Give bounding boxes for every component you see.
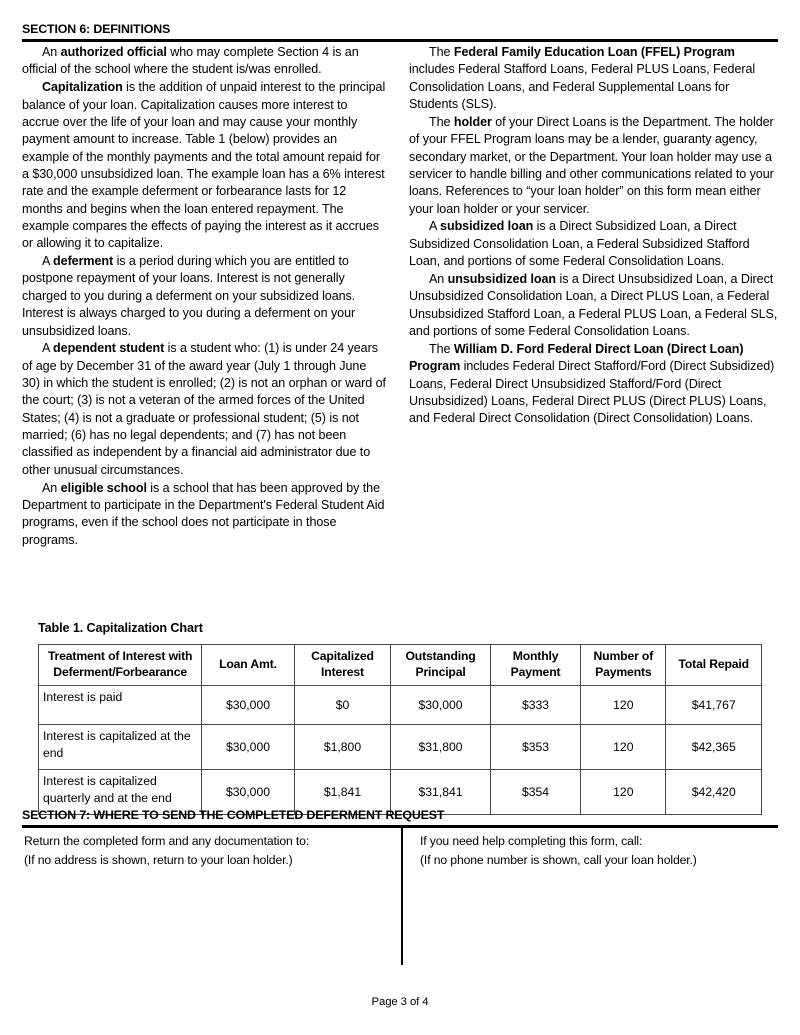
column-header-number-of-payments: Number of Payments xyxy=(581,645,666,686)
cell-capitalized-interest: $1,841 xyxy=(294,770,391,815)
definition-term: Capitalization xyxy=(42,80,123,95)
capitalization-chart-table xyxy=(38,644,762,815)
paragraph-lead: The xyxy=(429,45,454,59)
definition-term: Federal Family Education Loan (FFEL) Program xyxy=(453,45,735,59)
column-header-total-repaid: Total Repaid xyxy=(666,645,762,686)
paragraph-body: is a period during which you are entitled to postpone repayment of your loans. Interest is not generally charged to you during a deferment on your subsidized loans. Interest is always charged to you during a deferment on your unsubsidized loans. xyxy=(22,254,356,338)
send-to-note: (If no address is shown, return to your loan holder.) xyxy=(24,853,293,867)
definition-term: William D. Ford Federal Direct Loan (Direct Loan) Program xyxy=(409,341,744,374)
cell-monthly-payment: $353 xyxy=(490,725,580,770)
help-phone-block xyxy=(420,832,770,870)
paragraph-body: who may complete Section 4 is an official of the school where the student is/was enrolled. xyxy=(22,45,359,77)
paragraph-body: is a student who: (1) is under 24 years of age by December 31 of the award year (July 1 through June 30) in which the student is enrolled; (2) is not an orphan or ward of the court; (3) is not a veteran of the armed forces of the United States; (4) is not a graduate or professional student; (5) is not married; (6) has no legal dependents; and (7) has not been classified as independent by a financial aid administrator due to other unusual circumstances. xyxy=(22,341,386,477)
cell-outstanding-principal: $30,000 xyxy=(391,686,491,725)
section-6-rule xyxy=(22,39,778,42)
definition-term: authorized official xyxy=(60,45,167,59)
section-7-column-divider xyxy=(401,828,403,965)
paragraph-body: of your Direct Loans is the Department. The holder of your FFEL Program loans may be a lender, guaranty agency, secondary market, or the Department. Your loan holder may use a servicer to handle billing and other communications related to your loans. References to “your loan holder” on this form mean either your loan holder or your servicer. xyxy=(409,114,774,216)
page-footer: Page 3 of 4 xyxy=(371,996,429,1008)
definition-paragraph xyxy=(22,480,386,549)
cell-monthly-payment: $333 xyxy=(490,686,580,725)
definition-paragraph xyxy=(409,271,779,340)
definition-paragraph xyxy=(409,114,779,218)
definition-paragraph xyxy=(22,79,386,252)
cell-outstanding-principal: $31,800 xyxy=(391,725,491,770)
paragraph-lead: A xyxy=(429,219,441,234)
cell-number-of-payments: 120 xyxy=(581,770,666,815)
definition-term: subsidized loan xyxy=(440,219,534,234)
definition-term: holder xyxy=(453,114,492,129)
cell-number-of-payments: 120 xyxy=(581,725,666,770)
definition-paragraph xyxy=(409,44,779,113)
definition-paragraph xyxy=(409,218,779,270)
section-7-rule xyxy=(22,825,778,828)
cell-treatment: Interest is capitalized quarterly and at the end xyxy=(39,770,202,815)
section-6-heading: SECTION 6: DEFINITIONS xyxy=(22,22,171,36)
cell-number-of-payments: 120 xyxy=(581,686,666,725)
paragraph-lead: An xyxy=(42,45,61,59)
cell-monthly-payment: $354 xyxy=(490,770,580,815)
paragraph-lead: An xyxy=(429,271,448,286)
table-header-row xyxy=(39,645,762,686)
cell-total-repaid: $41,767 xyxy=(666,686,762,725)
definitions-right-column xyxy=(409,44,779,428)
cell-total-repaid: $42,365 xyxy=(666,725,762,770)
paragraph-body: is a school that has been approved by the Department to participate in the Department's Federal Student Aid programs, even if the school does not participate in those programs. xyxy=(22,480,385,547)
paragraph-body: is the addition of unpaid interest to the principal balance of your loan. Capitalization causes more interest to accrue over the life of your loan and may cause your monthly payment amount to increase. Table 1 (below) provides an example of the monthly payments and the total amount repaid for a $30,000 unsubsidized loan. The example loan has a 6% interest rate and the example deferment or forbearance lasts for 12 months and begins when the loan entered repayment. The example compares the effects of paying the interest as it accrues or allowing it to capitalize. xyxy=(22,80,386,251)
cell-capitalized-interest: $1,800 xyxy=(294,725,391,770)
definition-paragraph xyxy=(409,341,779,428)
paragraph-body: includes Federal Stafford Loans, Federal PLUS Loans, Federal Consolidation Loans, and Federal Supplemental Loans for Students (SLS). xyxy=(409,62,756,112)
definition-paragraph xyxy=(22,44,386,79)
definition-term: unsubsidized loan xyxy=(447,271,557,286)
table-row xyxy=(39,725,762,770)
cell-loan-amount: $30,000 xyxy=(202,686,294,725)
column-header-capitalized-interest: Capitalized Interest xyxy=(294,645,391,686)
cell-loan-amount: $30,000 xyxy=(202,770,294,815)
definition-paragraph xyxy=(22,253,386,340)
table-1-title: Table 1. Capitalization Chart xyxy=(38,621,203,635)
definition-paragraph xyxy=(22,340,386,479)
cell-capitalized-interest: $0 xyxy=(294,686,391,725)
cell-total-repaid: $42,420 xyxy=(666,770,762,815)
send-to-instruction: Return the completed form and any documentation to: xyxy=(24,834,310,848)
send-to-address-block xyxy=(24,832,384,870)
cell-outstanding-principal: $31,841 xyxy=(391,770,491,815)
cell-treatment: Interest is paid xyxy=(39,686,202,725)
column-header-loan-amount: Loan Amt. xyxy=(202,645,294,686)
cell-loan-amount: $30,000 xyxy=(202,725,294,770)
paragraph-body: is a Direct Unsubsidized Loan, a Direct Unsubsidized Consolidation Loan, a Direct PLUS Loan, a Federal Unsubsidized Stafford Loan, a Federal PLUS Loan, a Federal SLS, and portions of some Federal Consolidation Loans. xyxy=(409,271,778,338)
section-7-heading: SECTION 7: WHERE TO SEND THE COMPLETED DEFERMENT REQUEST xyxy=(22,808,445,822)
definition-term: dependent student xyxy=(53,341,165,356)
column-header-treatment: Treatment of Interest with Deferment/Forbearance xyxy=(39,645,202,686)
cell-treatment: Interest is capitalized at the end xyxy=(39,725,202,770)
help-instruction: If you need help completing this form, call: xyxy=(420,834,643,848)
definition-term: eligible school xyxy=(60,480,147,495)
paragraph-lead: A xyxy=(42,254,54,269)
paragraph-body: is a Direct Subsidized Loan, a Direct Subsidized Consolidation Loan, a Federal Subsidized Stafford Loan, and portions of some Federal Consolidation Loans. xyxy=(409,219,750,269)
column-header-outstanding-principal: Outstanding Principal xyxy=(391,645,491,686)
table-row xyxy=(39,686,762,725)
paragraph-lead: A xyxy=(42,341,54,356)
column-header-monthly-payment: Monthly Payment xyxy=(490,645,580,686)
definitions-left-column xyxy=(22,44,386,549)
paragraph-lead: The xyxy=(429,341,454,356)
definition-term: deferment xyxy=(53,254,114,269)
help-note: (If no phone number is shown, call your loan holder.) xyxy=(420,853,697,867)
paragraph-lead: The xyxy=(429,114,454,129)
paragraph-lead: An xyxy=(42,480,61,495)
paragraph-body: includes Federal Direct Stafford/Ford (Direct Subsidized) Loans, Federal Direct Unsubsidized Stafford/Ford (Direct Unsubsidized) Loans, Federal Direct PLUS (Direct PLUS) Loans, and Federal Direct Consolidation (Direct Consolidation) Loans. xyxy=(409,359,775,426)
